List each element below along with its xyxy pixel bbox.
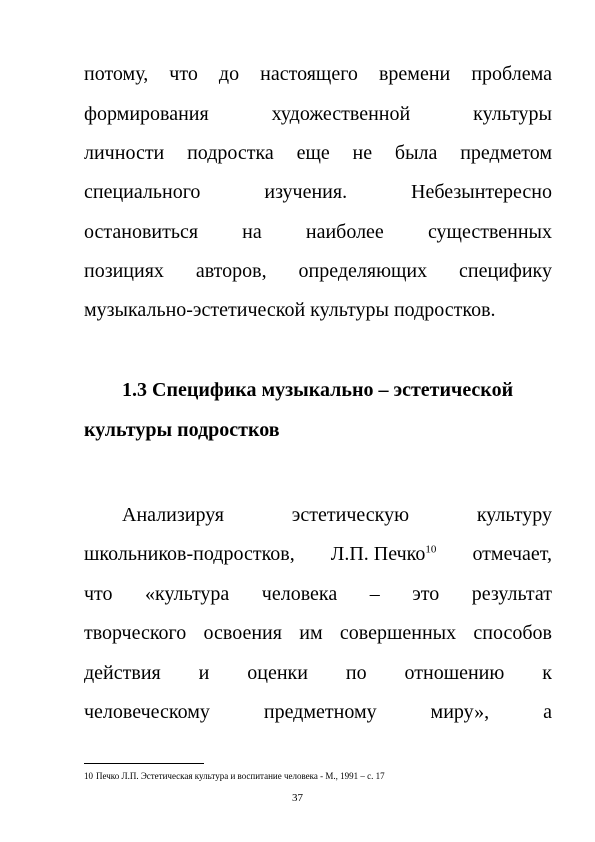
word: настоящего [260, 63, 358, 85]
word: к [542, 662, 552, 684]
word: на [242, 221, 262, 243]
word: культуры [473, 103, 552, 125]
footnote-number: 10 [84, 771, 93, 781]
author-with-ref [331, 542, 437, 566]
word: способов [473, 622, 552, 644]
word: потому, [84, 63, 149, 85]
word: что [84, 583, 113, 605]
word: существенных [427, 221, 552, 243]
word: совершенных [339, 622, 457, 644]
para-line-5 [84, 661, 552, 685]
para-line-1 [122, 503, 552, 527]
footnote-text: Печко Л.П. Эстетическая культура и воспитание человека - М., 1991 – с. 17 [96, 771, 385, 781]
word: по [345, 662, 367, 684]
word: до [218, 63, 240, 85]
word: проблема [471, 63, 552, 85]
word: изучения. [264, 181, 348, 203]
text-line-4 [84, 180, 552, 204]
word: остановиться [84, 221, 199, 243]
word: результат [471, 583, 552, 605]
para-line-4 [84, 621, 552, 645]
word: Небезынтересно [411, 181, 552, 203]
text-line-2 [84, 102, 552, 126]
word: культуру [476, 504, 552, 526]
word: художественной [271, 103, 411, 125]
word: а [543, 701, 552, 723]
word: еще [296, 142, 330, 164]
word: действия [84, 662, 161, 684]
word: авторов, [195, 260, 267, 282]
word: миру», [430, 701, 490, 723]
word: наиболее [305, 221, 384, 243]
word: человеческому [84, 701, 210, 723]
word: личности [84, 142, 165, 164]
para-line-6 [84, 700, 552, 724]
word: освоения [203, 622, 282, 644]
word: школьников-подростков, [84, 543, 295, 565]
footnote [84, 770, 385, 782]
para-line-2 [84, 542, 552, 566]
word: оценки [247, 662, 308, 684]
word: и [198, 662, 210, 684]
word: специфику [459, 260, 552, 282]
footnote-reference[interactable]: 10 [425, 543, 437, 556]
word: формирования [84, 103, 209, 125]
word: творческого [84, 622, 187, 644]
text-line-1 [84, 62, 552, 86]
word: Л.П. Печко [330, 543, 426, 565]
word: эстетическую [291, 504, 410, 526]
word: предметному [263, 701, 377, 723]
text-line-5 [84, 220, 552, 244]
word: это [412, 583, 440, 605]
word: Анализируя [122, 504, 224, 526]
word: была [394, 142, 438, 164]
footnote-divider [84, 763, 204, 764]
word: предметом [460, 142, 552, 164]
word: позициях [84, 260, 164, 282]
word: отмечает, [472, 543, 552, 565]
text-line-7: музыкально-эстетической культуры подростков. [84, 299, 496, 321]
para-line-3 [84, 582, 552, 606]
word: человека [261, 583, 338, 605]
page-number: 37 [292, 792, 303, 804]
section-heading: 1.3 Специфика музыкально – эстетической [122, 379, 514, 401]
word: – [369, 583, 380, 605]
word: им [299, 622, 323, 644]
word: определяющих [298, 260, 428, 282]
word: подростка [187, 142, 274, 164]
word: времени [378, 63, 451, 85]
text-line-6 [84, 259, 552, 283]
word: специального [84, 181, 201, 203]
word: «культура [145, 583, 230, 605]
word: отношению [404, 662, 505, 684]
word: не [352, 142, 373, 164]
section-heading-cont: культуры подростков [84, 419, 280, 441]
word: что [169, 63, 198, 85]
text-line-3 [84, 141, 552, 165]
